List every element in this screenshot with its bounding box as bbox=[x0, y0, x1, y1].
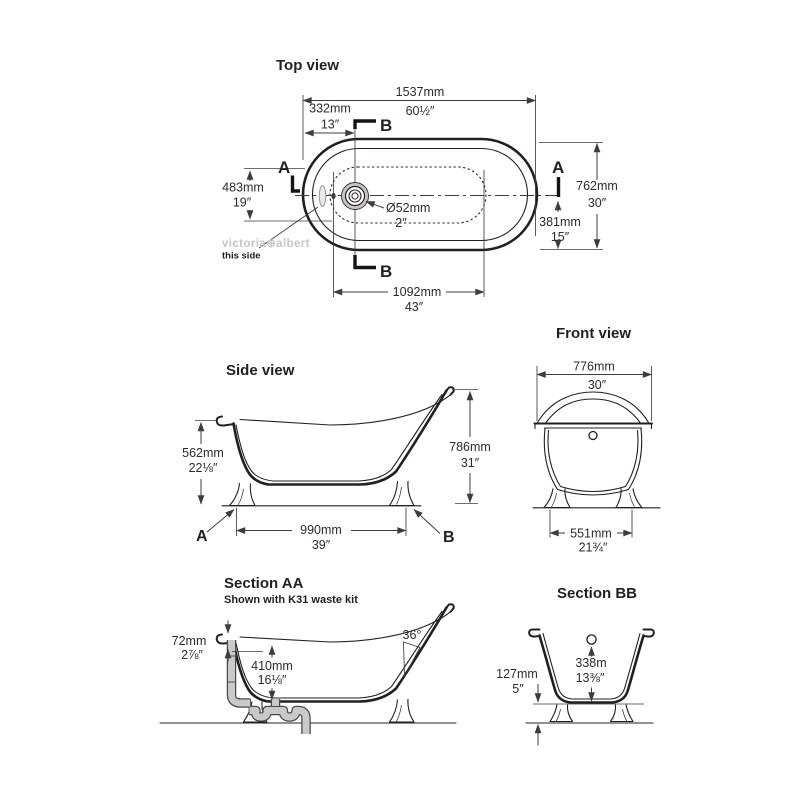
top-view-title: Top view bbox=[276, 57, 340, 74]
pointer-a-label: A bbox=[196, 528, 208, 545]
side-rim-top-edge bbox=[240, 395, 451, 425]
bb-rim-lip-left bbox=[529, 630, 539, 637]
section-b-label-top: B bbox=[380, 116, 393, 135]
front-view bbox=[533, 325, 660, 555]
center-edge-in: 15″ bbox=[550, 230, 570, 244]
this-side-note: this side bbox=[222, 250, 261, 262]
left-width-in: 19″ bbox=[232, 195, 252, 210]
section-aa-title: Section AA bbox=[224, 575, 304, 592]
overall-length-mm: 1537mm bbox=[395, 85, 445, 99]
front-backrest-arch-inner bbox=[546, 399, 640, 423]
section-a-bracket-left bbox=[293, 176, 301, 192]
section-a-label-right: A bbox=[552, 158, 565, 177]
slope-angle-label: 36° bbox=[402, 628, 422, 642]
overall-width-in: 30″ bbox=[587, 196, 607, 210]
front-height-in: 22⅛″ bbox=[188, 461, 218, 475]
bb-depth-in: 13⅜″ bbox=[575, 671, 605, 685]
back-height-mm: 786mm bbox=[449, 440, 491, 454]
overall-length-in: 60½″ bbox=[405, 104, 435, 118]
bb-floor-mm: 127mm bbox=[496, 667, 538, 681]
brand-logo: victoria⊕albert bbox=[222, 238, 310, 250]
bb-depth-mm: 338m bbox=[575, 656, 607, 670]
drain-offset-mm: 332mm bbox=[309, 101, 351, 116]
section-aa bbox=[160, 575, 456, 734]
bb-drain-hole bbox=[587, 635, 596, 644]
drain-offset-in: 13″ bbox=[320, 117, 340, 132]
drain-dia-mm: Ø52mm bbox=[386, 201, 431, 215]
side-view-title: Side view bbox=[226, 362, 295, 379]
top-width-in: 30″ bbox=[587, 378, 607, 392]
rim-mm: 72mm bbox=[171, 634, 207, 648]
top-view bbox=[222, 57, 618, 314]
bb-floor-in: 5″ bbox=[512, 682, 524, 696]
aa-back-foot bbox=[390, 699, 415, 722]
rim-in: 2⅞″ bbox=[181, 648, 203, 662]
bb-left-foot bbox=[550, 705, 573, 722]
feet-spacing-in: 39″ bbox=[311, 538, 331, 552]
pointer-b-label: B bbox=[443, 529, 455, 546]
bb-right-foot bbox=[611, 705, 634, 722]
k31-waste-kit bbox=[228, 640, 307, 734]
front-view-title: Front view bbox=[556, 325, 632, 342]
side-rim-lip-left bbox=[217, 417, 234, 426]
overall-width-mm: 762mm bbox=[576, 179, 618, 193]
section-bb bbox=[496, 585, 654, 746]
front-overflow-hole bbox=[589, 432, 597, 440]
front-backrest-arch-outer bbox=[538, 392, 649, 423]
side-view bbox=[182, 362, 491, 552]
bb-rim-lip-right bbox=[644, 630, 654, 637]
drain-dia-in: 2″ bbox=[395, 216, 407, 230]
overflow-marker bbox=[319, 186, 325, 207]
side-tub-inner-line bbox=[236, 395, 442, 482]
section-b-bracket-top bbox=[355, 121, 376, 129]
section-aa-subtitle: Shown with K31 waste kit bbox=[224, 594, 358, 606]
section-b-bracket-bottom bbox=[355, 255, 376, 268]
floor-length-mm: 1092mm bbox=[392, 285, 442, 299]
slope-angle-wedge bbox=[404, 642, 421, 676]
pointer-b-arrow bbox=[414, 510, 440, 534]
pointer-a-arrow bbox=[207, 510, 234, 533]
feet-spacing-mm: 990mm bbox=[300, 523, 342, 537]
base-width-mm: 551mm bbox=[570, 526, 612, 541]
section-a-label-left: A bbox=[278, 158, 291, 177]
top-tub-outer-rim bbox=[303, 139, 537, 250]
side-tub-outline bbox=[234, 391, 447, 485]
base-width-in: 21¾″ bbox=[578, 540, 608, 555]
drain-leader-arrow bbox=[366, 202, 384, 209]
left-width-mm: 483mm bbox=[222, 180, 264, 195]
side-back-foot bbox=[390, 481, 415, 506]
top-width-mm: 776mm bbox=[573, 359, 615, 374]
aa-depth-in: 16⅛″ bbox=[257, 673, 287, 687]
floor-length-in: 43″ bbox=[404, 300, 424, 314]
section-bb-title: Section BB bbox=[557, 585, 638, 602]
back-height-in: 31″ bbox=[460, 456, 480, 470]
drain-mid-ring bbox=[346, 187, 365, 206]
front-height-mm: 562mm bbox=[182, 446, 224, 460]
section-b-label-bottom: B bbox=[380, 262, 393, 281]
top-drain bbox=[342, 183, 369, 210]
aa-tub-outline bbox=[234, 608, 447, 702]
aa-depth-mm: 410mm bbox=[251, 659, 293, 673]
center-edge-mm: 381mm bbox=[539, 215, 581, 229]
